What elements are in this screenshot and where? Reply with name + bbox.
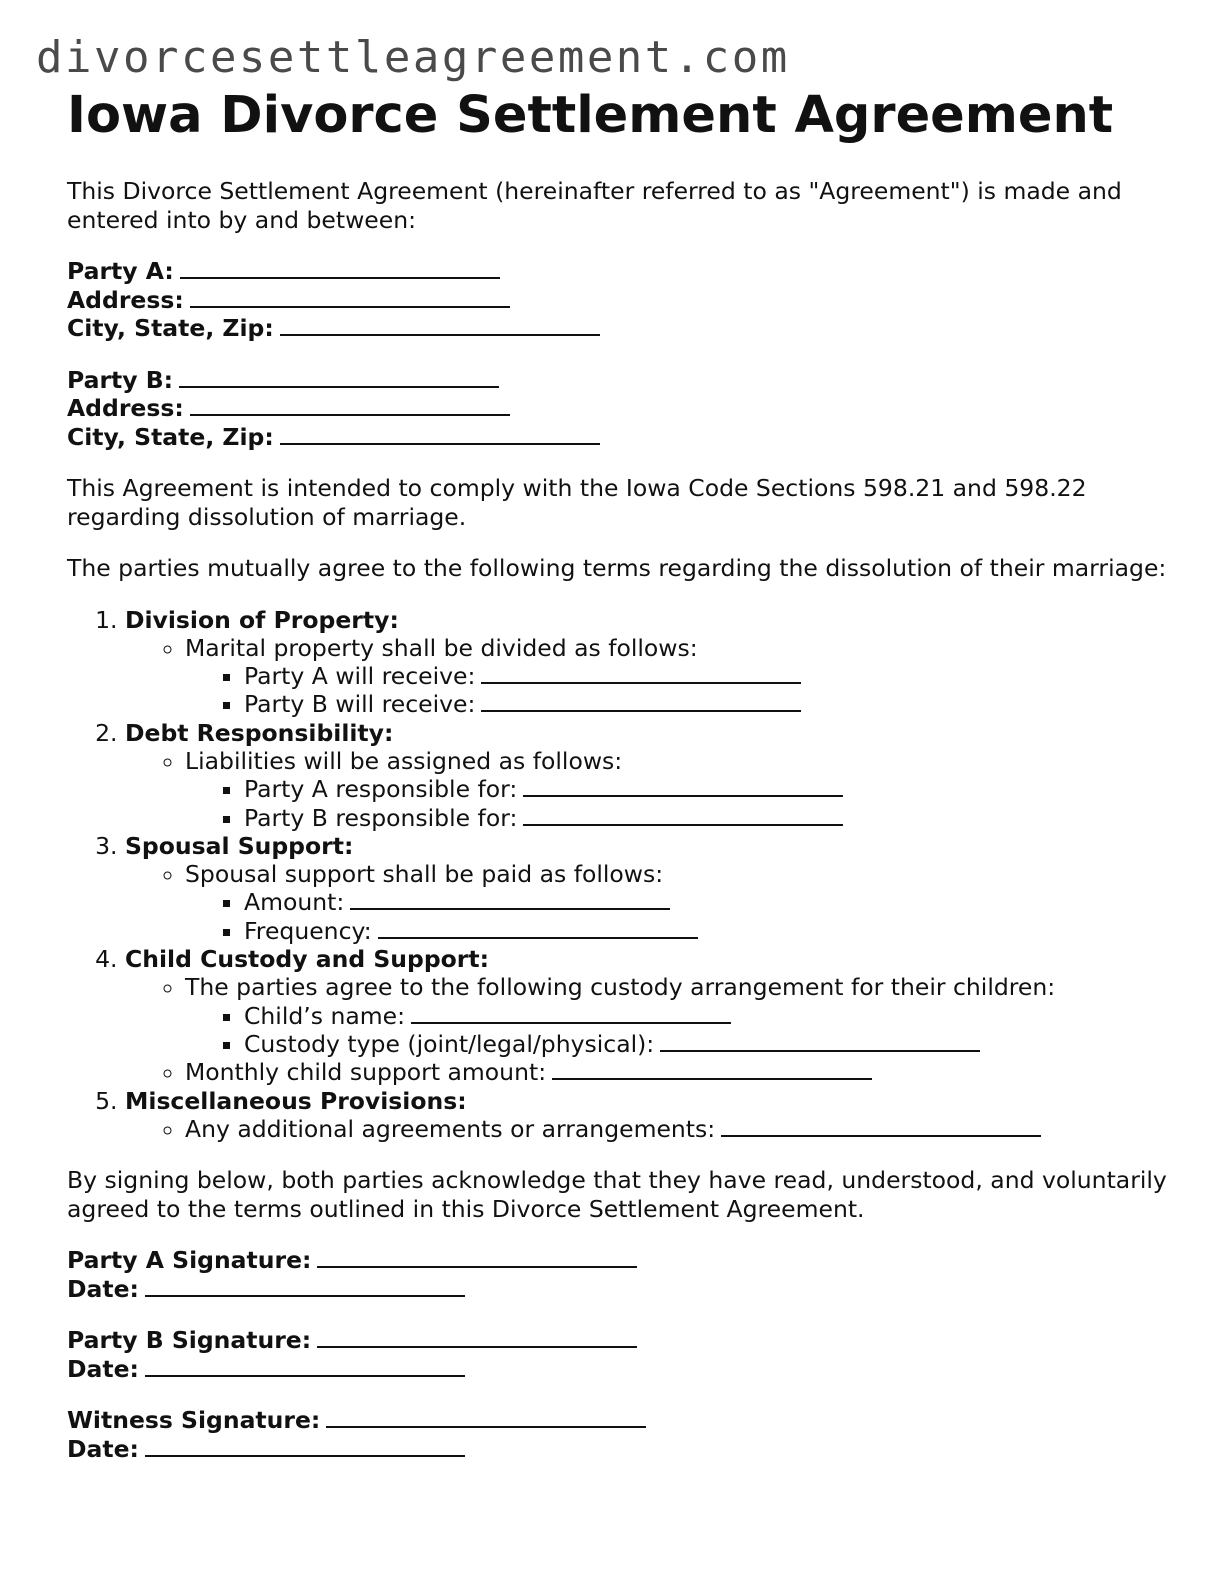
party-b-signature-label: Party B Signature:: [67, 1326, 312, 1355]
page-title: Iowa Divorce Settlement Agreement: [67, 86, 1114, 145]
term-debt: [125, 719, 1167, 832]
spousal-frequency-item: ▪ Frequency:: [244, 917, 1167, 945]
misc-item: ◦ Any additional agreements or arrangements:: [185, 1115, 1167, 1143]
document-page: [67, 86, 1167, 1463]
witness-signature-label: Witness Signature:: [67, 1406, 321, 1435]
compliance-paragraph: This Agreement is intended to comply with the Iowa Code Sections 598.21 and 598.22 regarding dissolution of marriage.: [67, 474, 1087, 531]
party-b-block: [67, 366, 1167, 452]
custody-type-field[interactable]: [660, 1030, 980, 1052]
party-b-name-field[interactable]: [179, 366, 499, 388]
party-a-signature-label: Party A Signature:: [67, 1246, 312, 1275]
witness-signature-field[interactable]: [326, 1406, 646, 1428]
party-a-address-label: Address:: [67, 285, 184, 314]
party-a-date-field[interactable]: [145, 1275, 465, 1297]
debt-party-a-item: ▪ Party A responsible for:: [244, 775, 1167, 803]
term-custody-heading: Child Custody and Support:: [125, 945, 490, 974]
party-b-signature-block: [67, 1326, 1167, 1383]
property-party-b-field[interactable]: [481, 690, 801, 712]
party-b-signature-field[interactable]: [317, 1326, 637, 1348]
term-debt-heading: Debt Responsibility:: [125, 718, 394, 747]
spousal-amount-item: ▪ Amount:: [244, 888, 1167, 916]
party-a-block: [67, 257, 1167, 343]
party-b-date-label: Date:: [67, 1354, 139, 1383]
party-b-address-field[interactable]: [190, 394, 510, 416]
witness-date-label: Date:: [67, 1434, 139, 1463]
party-b-csz-label: City, State, Zip:: [67, 422, 274, 451]
property-party-b-item: ▪ Party B will receive:: [244, 690, 1167, 718]
term-misc: [125, 1087, 1167, 1144]
term-spousal-sub: ◦ Spousal support shall be paid as follows: ▪ Amount: ▪ Frequency:: [185, 860, 1167, 945]
party-b-name-label: Party B:: [67, 365, 174, 394]
party-a-signature-block: [67, 1246, 1167, 1303]
party-a-name-label: Party A:: [67, 257, 174, 285]
intro-paragraph: This Divorce Settlement Agreement (hereinafter referred to as "Agreement") is made and entered into by and between:: [67, 177, 1122, 234]
spousal-amount-field[interactable]: [350, 888, 670, 910]
party-a-name-field[interactable]: [180, 257, 500, 279]
term-misc-heading: Miscellaneous Provisions:: [125, 1086, 467, 1115]
term-property-heading: Division of Property:: [125, 605, 399, 634]
site-watermark: divorcesettleagreement.com: [36, 32, 790, 83]
custody-monthly-field[interactable]: [552, 1058, 872, 1080]
misc-field[interactable]: [721, 1115, 1041, 1137]
custody-child-name-item: ▪ Child’s name:: [244, 1002, 1167, 1030]
party-a-csz-field[interactable]: [280, 314, 600, 336]
term-custody: [125, 945, 1167, 1086]
debt-party-a-field[interactable]: [523, 775, 843, 797]
custody-type-item: ▪ Custody type (joint/legal/physical):: [244, 1030, 1167, 1058]
spousal-frequency-field[interactable]: [378, 917, 698, 939]
acknowledgment-paragraph: By signing below, both parties acknowledge that they have read, understood, and voluntarily agreed to the terms outlined in this Divorce Settlement Agreement.: [67, 1166, 1167, 1223]
party-b-address-label: Address:: [67, 394, 184, 422]
term-spousal: [125, 832, 1167, 945]
property-party-a-field[interactable]: [481, 662, 801, 684]
property-party-a-item: ▪ Party A will receive:: [244, 662, 1167, 690]
terms-intro-paragraph: The parties mutually agree to the following terms regarding the dissolution of their marriage:: [67, 554, 1167, 582]
term-custody-sub: ◦ The parties agree to the following custody arrangement for their children: ▪ Child’s name: ▪ Custody type (joint/legal/physical):: [185, 973, 1167, 1058]
party-a-date-label: Date:: [67, 1274, 139, 1303]
custody-child-name-field[interactable]: [411, 1002, 731, 1024]
term-debt-sub: ◦ Liabilities will be assigned as follows: ▪ Party A responsible for: ▪ Party B responsible for:: [185, 747, 1167, 832]
term-property: [125, 606, 1167, 719]
party-b-date-field[interactable]: [145, 1355, 465, 1377]
terms-list: [67, 606, 1167, 1144]
debt-party-b-field[interactable]: [523, 804, 843, 826]
witness-signature-block: [67, 1406, 1167, 1463]
custody-monthly-item: ◦ Monthly child support amount:: [185, 1058, 1167, 1086]
party-a-address-field[interactable]: [190, 286, 510, 308]
term-spousal-heading: Spousal Support:: [125, 831, 354, 860]
party-a-csz-label: City, State, Zip:: [67, 314, 274, 342]
term-property-sub: ◦ Marital property shall be divided as follows: ▪ Party A will receive: ▪ Party B will receive:: [185, 634, 1167, 719]
party-b-csz-field[interactable]: [280, 423, 600, 445]
debt-party-b-item: ▪ Party B responsible for:: [244, 804, 1167, 832]
party-a-signature-field[interactable]: [317, 1246, 637, 1268]
witness-date-field[interactable]: [145, 1435, 465, 1457]
